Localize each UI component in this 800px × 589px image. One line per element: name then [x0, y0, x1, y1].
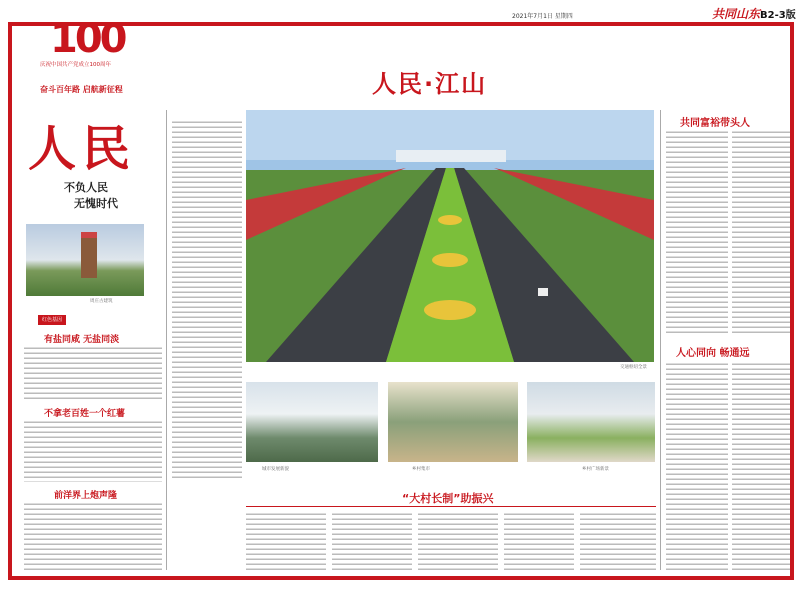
feature-slogan — [64, 180, 118, 212]
bottom-body-1 — [246, 512, 326, 572]
page-number: B2-3版 — [760, 10, 796, 21]
left-headline-3: 前洋界上炮声隆 — [54, 491, 118, 501]
right-body-2a — [666, 362, 728, 572]
right-body-1a — [666, 130, 728, 336]
anniversary-number: 100 — [50, 16, 125, 62]
pagoda-photo — [26, 224, 144, 296]
slogan-line-1: 不负人民 — [64, 181, 108, 194]
column-divider-right — [660, 110, 661, 570]
bottom-body-5 — [580, 512, 656, 572]
city-photo-caption: 城市发展新貌 — [262, 467, 289, 472]
sub-headline: “大村长制”助振兴 — [402, 492, 494, 505]
right-headline-2: 人心同向 畅通远 — [676, 348, 750, 359]
section-tag: 红色基因 — [38, 315, 66, 325]
right-body-2b — [732, 362, 790, 572]
left-body-2 — [24, 420, 162, 482]
slogan-line-2: 无愧时代 — [74, 197, 118, 210]
plaza-photo — [527, 382, 655, 462]
highway-illustration — [246, 110, 654, 362]
left-headline-1: 有盐同咸 无盐同淡 — [44, 335, 120, 345]
highway-photo-caption: 交通枢纽全景 — [620, 365, 647, 370]
motto: 奋斗百年路 启航新征程 — [40, 85, 123, 94]
anniversary-badge — [40, 16, 130, 68]
section-name: 共同山东 — [712, 7, 761, 21]
right-headline-1: 共同富裕带头人 — [680, 118, 750, 129]
market-photo — [388, 382, 518, 462]
city-photo — [246, 382, 378, 462]
sub-headline-rule — [246, 506, 656, 507]
highway-photo — [246, 110, 654, 362]
pagoda-photo-caption: 周庄古建筑 — [90, 299, 113, 304]
left-body-3 — [24, 502, 162, 572]
left-headline-2: 不拿老百姓一个红薯 — [44, 409, 126, 419]
plaza-photo-caption: 乡村广场新景 — [582, 467, 609, 472]
bottom-body-2 — [332, 512, 412, 572]
right-body-1b — [732, 130, 790, 336]
center-left-body — [172, 120, 242, 480]
bottom-body-4 — [504, 512, 574, 572]
bottom-body-3 — [418, 512, 498, 572]
left-body-1 — [24, 346, 162, 400]
pagoda-shape — [81, 232, 97, 278]
market-photo-caption: 乡村集市 — [412, 467, 430, 472]
column-divider-left — [166, 110, 167, 570]
anniversary-subtitle: 庆祝中国共产党成立100周年 — [40, 62, 111, 68]
issue-date: 2021年7月1日 星期四 — [512, 13, 573, 20]
feature-word: 人民 — [28, 121, 137, 177]
main-title: 人民·江山 — [372, 70, 488, 98]
